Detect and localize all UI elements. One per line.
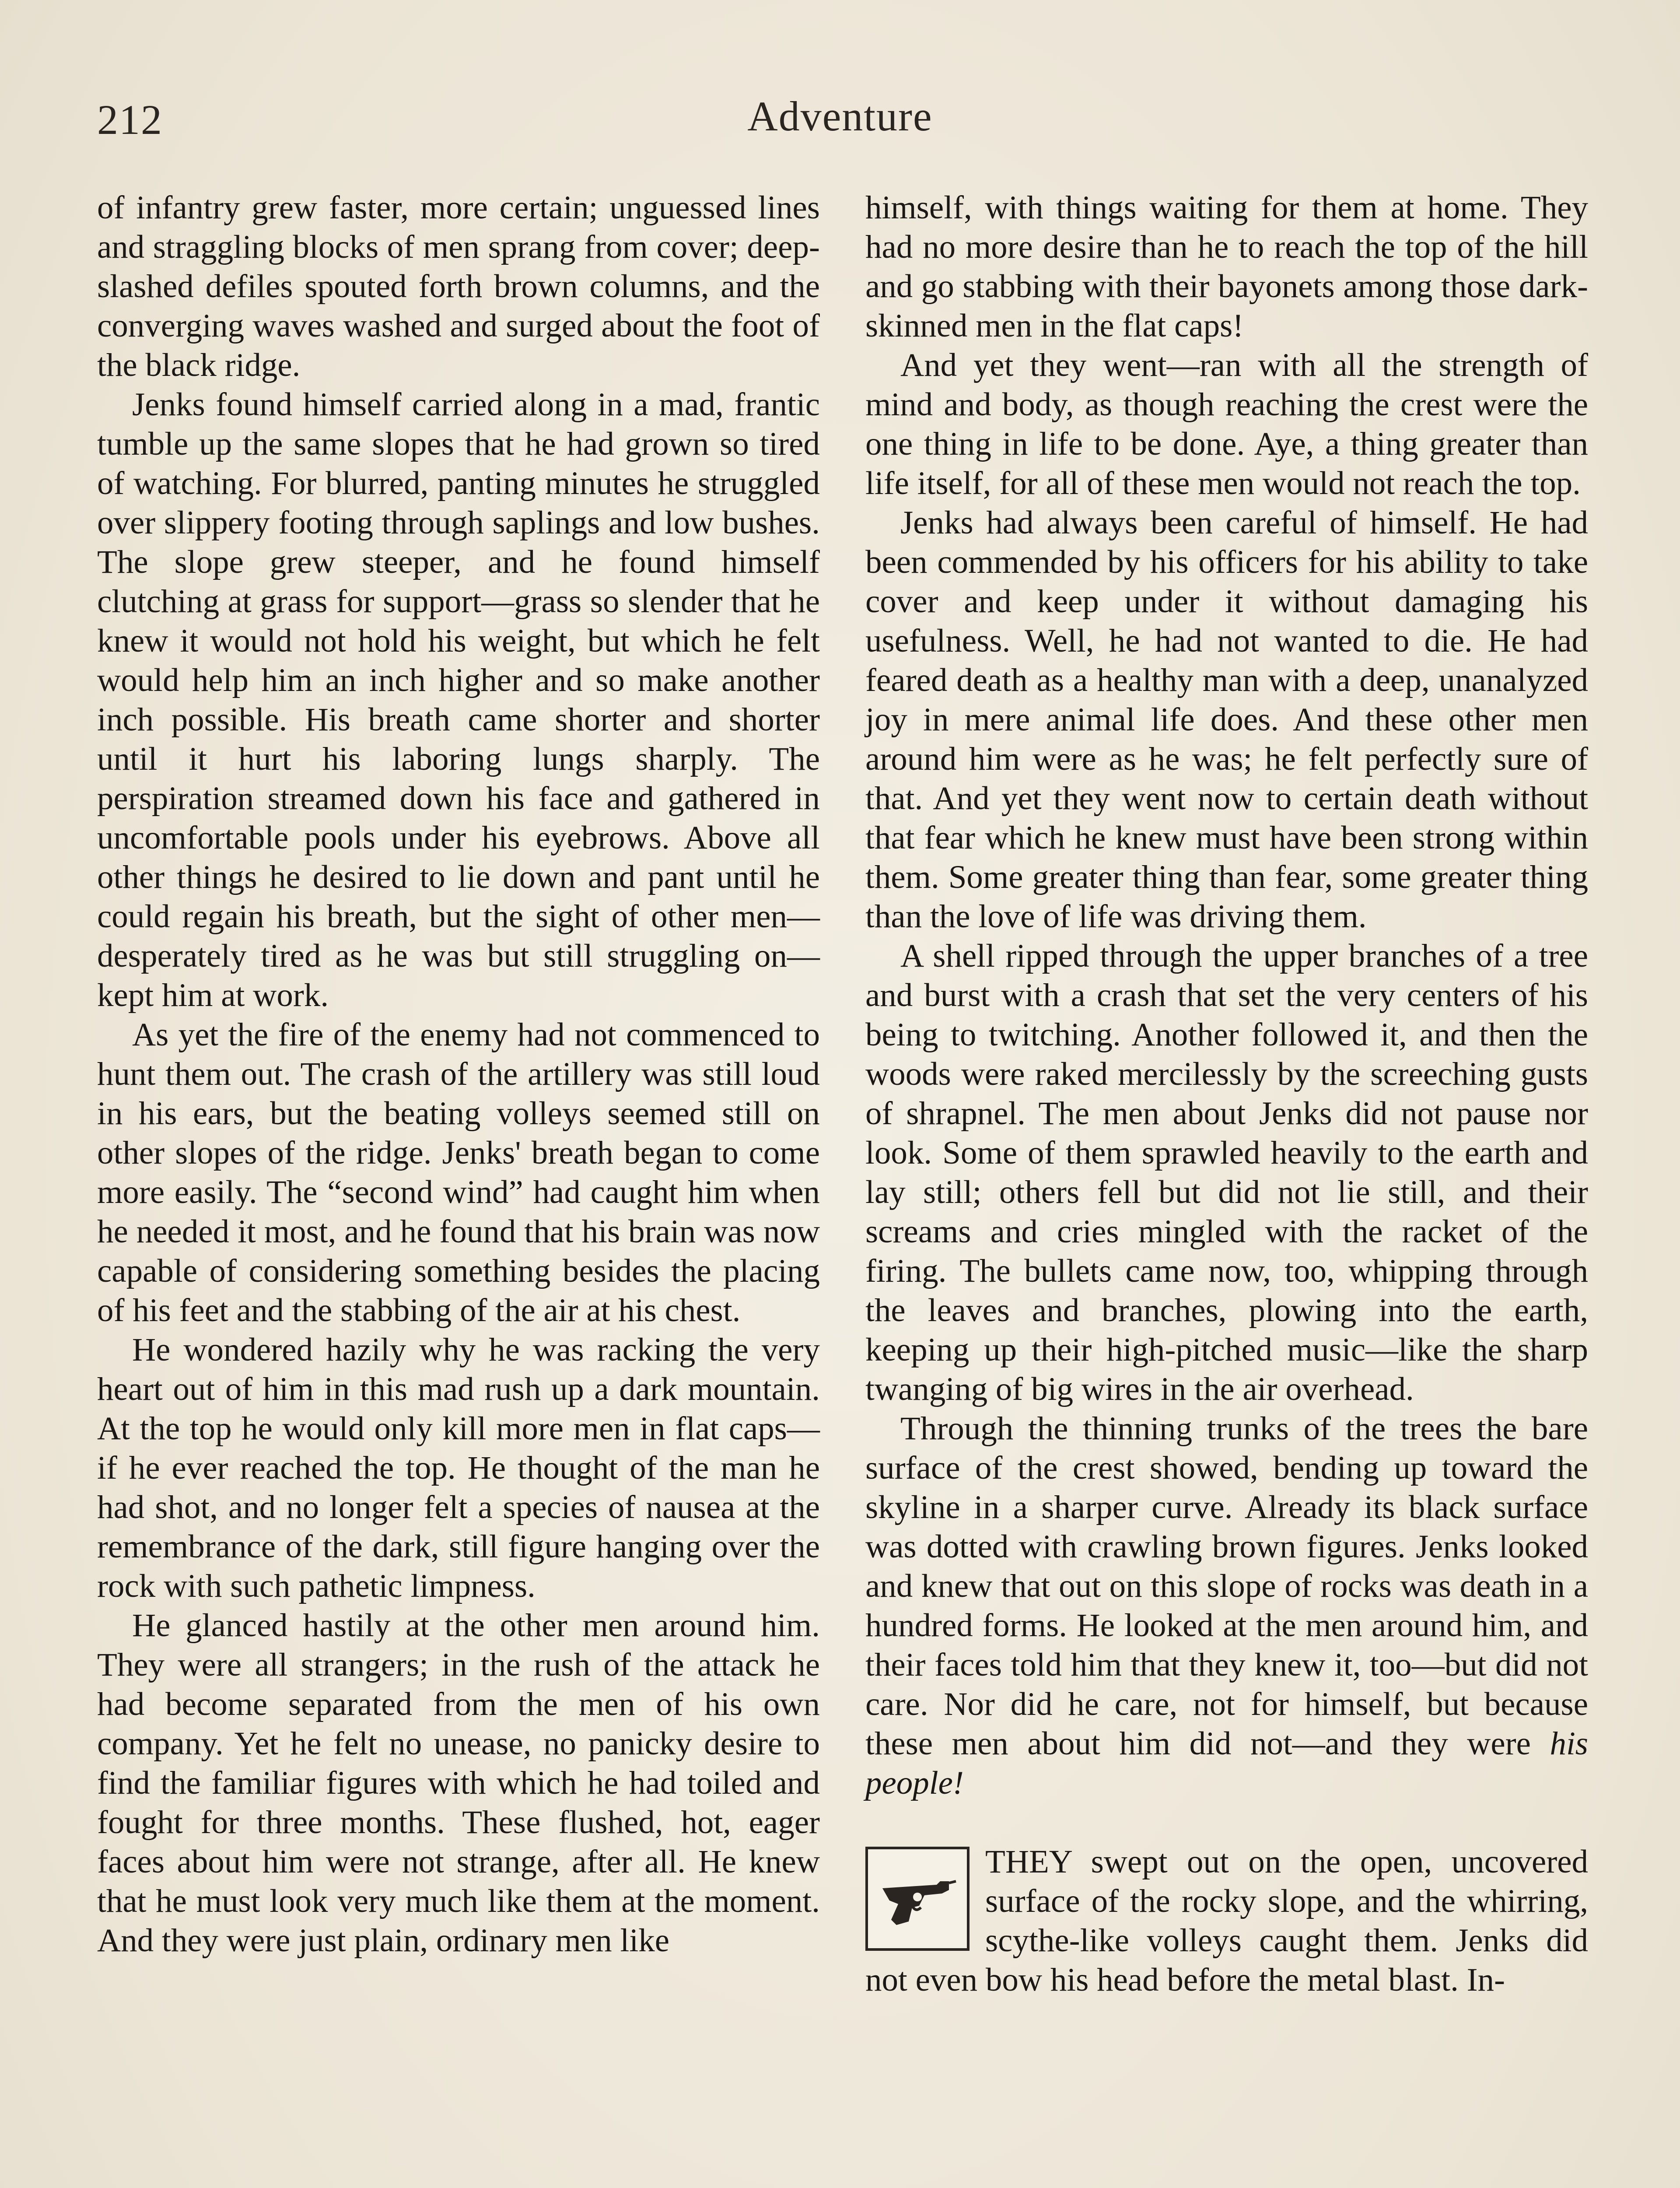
paragraph: himself, with things waiting for them at home. They had no more desire than he to reach the top of the hill and go stabbing with their bayonets among those dark-skinned men in the flat caps! — [865, 189, 1588, 344]
section-start-text: THEY swept out on the open, uncovered surface of the rocky slope, and the whirring, scythe-like volleys caught them. Jenks did not even bow his head before the metal blast. In- — [865, 1844, 1588, 1998]
revolver-icon — [874, 1855, 961, 1943]
paragraph: Jenks found himself carried along in a mad, frantic tumble up the same slopes that he had grown so tired of watching. For blurred, panting minutes he struggled over slippery footing through saplings and low bushes. The slope grew steeper, and he found himself clutching at grass for support—grass so slender that he knew it would not hold his weight, but which he felt would help him an inch higher and so make another inch possible. His breath came shorter and shorter until it hurt his laboring lungs sharply. The perspiration streamed down his face and gathered in uncomfortable pools under his eyebrows. Above all other things he desired to lie down and pant until he could regain his breath, but the sight of other men—desperately tired as he was but still struggling on—kept him at work. — [97, 386, 820, 1013]
section-start-paragraph — [865, 1842, 1588, 2000]
paragraph — [865, 1409, 1588, 1803]
paragraph: of infantry grew faster, more certain; unguessed lines and straggling blocks of men sprang from cover; deep-slashed defiles spouted forth brown columns, and the converging waves washed and surged about the foot of the black ridge. — [97, 189, 820, 383]
left-column — [97, 188, 820, 1960]
paragraph: And yet they went—ran with all the strength of mind and body, as though reaching the crest were the one thing in life to be done. Aye, a thing greater than life itself, for all of these men would not reach the top. — [865, 347, 1588, 501]
paragraph: A shell ripped through the upper branches of a tree and burst with a crash that set the very centers of his being to twitching. Another followed it, and then the woods were raked mercilessly by the screeching gusts of shrapnel. The men about Jenks did not pause nor look. Some of them sprawled heavily to the earth and lay still; others fell but did not lie still, and their screams and cries mingled with the racket of the firing. The bullets came now, too, whipping through the leaves and branches, plowing into the earth, keeping up their high-pitched music—like the sharp twanging of big wires in the air overhead. — [865, 938, 1588, 1407]
paragraph: Jenks had always been careful of himself. He had been commended by his officers for his ability to take cover and keep under it without damaging his usefulness. Well, he had not wanted to die. He had feared death as a healthy man with a deep, unanalyzed joy in mere animal life does. And these other men around him were as he was; he felt perfectly sure of that. And yet they went now to certain death without that fear which he knew must have been strong within them. Some greater thing than fear, some greater thing than the love of life was driving them. — [865, 505, 1588, 935]
right-column — [865, 188, 1588, 2000]
revolver-ornament-icon — [865, 1847, 970, 1951]
paragraph: He glanced hastily at the other men around him. They were all strangers; in the rush of the attack he had become separated from the men of his own company. Yet he felt no unease, no panicky desire to find the familiar figures with which he had toiled and fought for three months. These flushed, hot, eager faces about him were not strange, after all. He knew that he must look very much like them at the moment. And they were just plain, ordinary men like — [97, 1607, 820, 1959]
paragraph-text: Through the thinning trunks of the trees the bare surface of the crest showed, bending up toward the skyline in a sharper curve. Already its black surface was dotted with crawling brown figures. Jenks looked and knew that out on this slope of rocks was death in a hundred forms. He looked at the men around him, and their faces told him that they knew it, too—but did not care. Nor did he care, not for himself, but because these men about him did not—and they were — [865, 1410, 1588, 1762]
section-break — [865, 1803, 1588, 1842]
paragraph: He wondered hazily why he was racking the very heart out of him in this mad rush up a dark mountain. At the top he would only kill more men in flat caps—if he ever reached the top. He thought of the man he had shot, and no longer felt a species of nausea at the remembrance of the dark, still figure hanging over the rock with such pathetic limpness. — [97, 1332, 820, 1604]
page-number: 212 — [97, 96, 163, 143]
running-head: Adventure — [747, 93, 933, 140]
paragraph: As yet the fire of the enemy had not commenced to hunt them out. The crash of the artillery was still loud in his ears, but the beating volleys seemed still on other slopes of the ridge. Jenks' breath began to come more easily. The “second wind” had caught him when he needed it most, and he found that his brain was now capable of considering something besides the placing of his feet and the stabbing of the air at his chest. — [97, 1017, 820, 1329]
emphasis-text: his people! — [865, 1725, 1588, 1801]
